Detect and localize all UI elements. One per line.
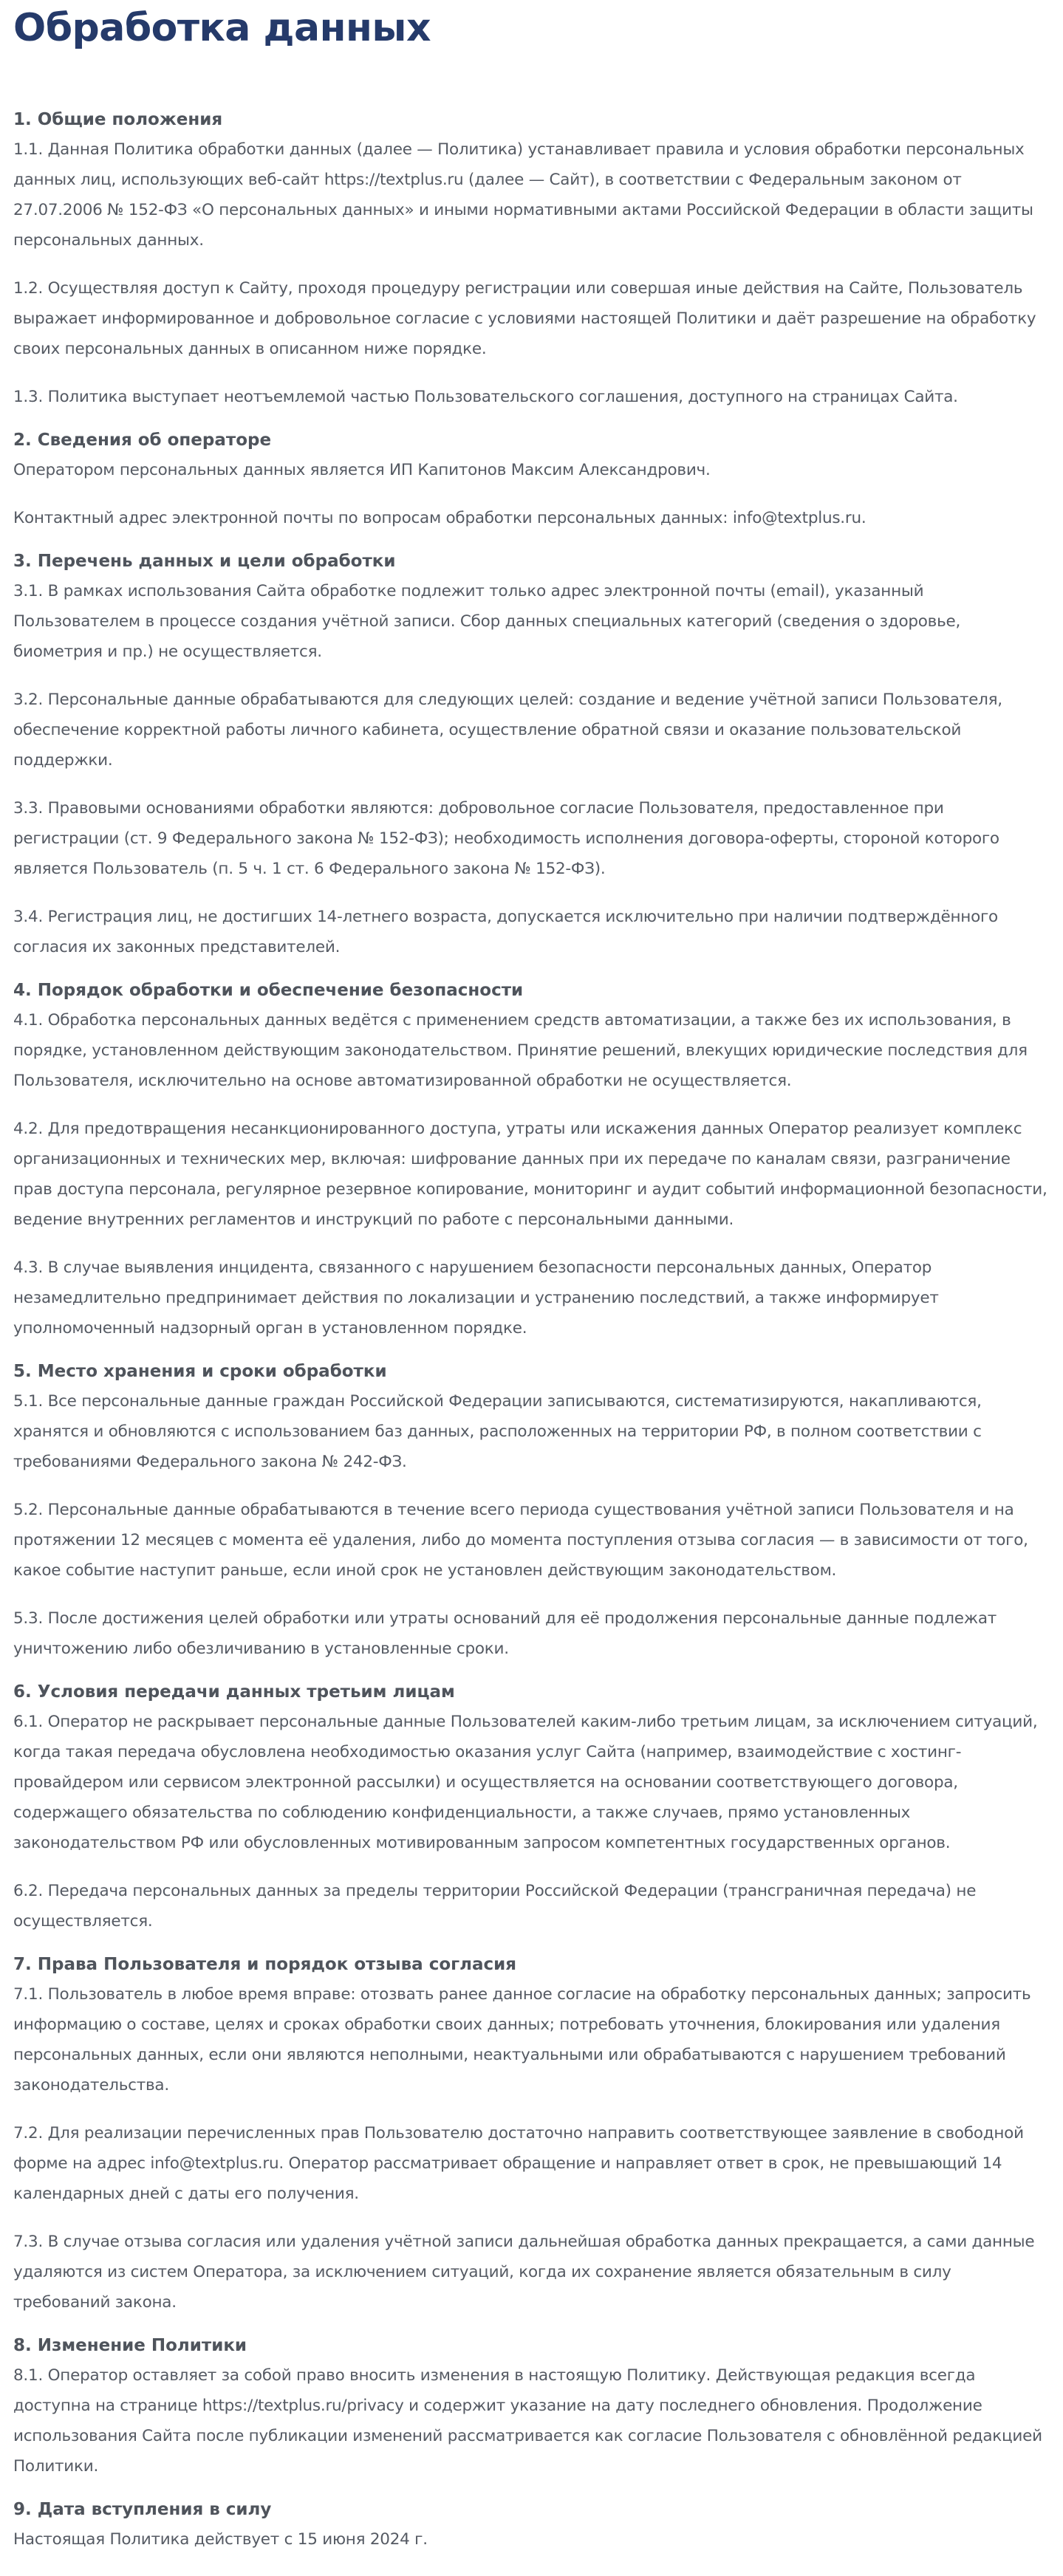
section-paragraph: 1.1. Данная Политика обработки данных (далее — Политика) устанавливает правила и условия обработки персональных данных лиц, использующих веб-сайт https://textplus.ru (далее — Сайт), в соответствии с Федеральным законом от 27.07.2006 № 152-ФЗ «О персональных данных» и иными нормативными актами Российской Федерации в области защиты персональных данных.: [13, 140, 1033, 250]
section-heading: 8. Изменение Политики: [13, 2336, 247, 2355]
policy-section: [13, 425, 1050, 533]
section-paragraph: 8.1. Оператор оставляет за собой право вносить изменения в настоящую Политику. Действующая редакция всегда доступна на странице https://textplus.ru/privacy и содержит указание на дату последнего обновления. Продолжение использования Сайта после публикации изменений рассматривается как согласие Пользователя с обновлённой редакцией Политики.: [13, 2366, 1042, 2476]
section-paragraph: 7.2. Для реализации перечисленных прав Пользователю достаточно направить соответствующее заявление в свободной форме на адрес info@textplus.ru. Оператор рассматривает обращение и направляет ответ в срок, не превышающий 14 календарных дней с даты его получения.: [13, 2124, 1024, 2203]
section-paragraph: 3.2. Персональные данные обрабатываются для следующих целей: создание и ведение учётной записи Пользователя, обеспечение корректной работы личного кабинета, осуществление обратной связи и оказание пользовательской поддержки.: [13, 691, 1002, 770]
section-paragraph: 3.1. В рамках использования Сайта обработке подлежит только адрес электронной почты (email), указанный Пользователем в процессе создания учётной записи. Сбор данных специальных категорий (сведения о здоровье, биометрия и пр.) не осуществляется.: [13, 582, 961, 661]
policy-section: [13, 105, 1050, 412]
section-paragraph: 6.1. Оператор не раскрывает персональные данные Пользователей каким-либо третьим лицам, за исключением ситуаций, когда такая передача обусловлена необходимостью оказания услуг Сайта (например, взаимодействие с хостинг-провайдером или сервисом электронной рассылки) и осуществляется на основании соответствующего договора, содержащего обязательства по соблюдению конфиденциальности, а также случаев, прямо установленных законодательством РФ или обусловленных мотивированным запросом компетентных государственных органов.: [13, 1713, 1038, 1852]
section-paragraph: Оператором персональных данных является ИП Капитонов Максим Александрович.: [13, 461, 711, 479]
section-paragraph: 5.3. После достижения целей обработки или утраты оснований для её продолжения персональные данные подлежат уничтожению либо обезличиванию в установленные сроки.: [13, 1609, 997, 1658]
section-heading: 9. Дата вступления в силу: [13, 2500, 272, 2519]
policy-section: [13, 1357, 1050, 1664]
section-paragraph: 4.2. Для предотвращения несанкционированного доступа, утраты или искажения данных Оператор реализует комплекс организационных и технических мер, включая: шифрование данных при их передаче по каналам связи, разграничение прав доступа персонала, регулярное резервное копирование, мониторинг и аудит событий информационной безопасности, ведение внутренних регламентов и инструкций по работе с персональными данными.: [13, 1120, 1047, 1229]
section-heading: 5. Место хранения и сроки обработки: [13, 1362, 387, 1381]
section-paragraph: 4.1. Обработка персональных данных ведётся с применением средств автоматизации, а также без их использования, в порядке, установленном действующим законодательством. Принятие решений, влекущих юридические последствия для Пользователя, исключительно на основе автоматизированной обработки не осуществляется.: [13, 1011, 1028, 1090]
section-heading: 6. Условия передачи данных третьим лицам: [13, 1682, 455, 1702]
section-paragraph: 3.3. Правовыми основаниями обработки являются: добровольное согласие Пользователя, предоставленное при регистрации (ст. 9 Федерального закона № 152-ФЗ); необходимость исполнения договора-оферты, стороной которого является Пользователь (п. 5 ч. 1 ст. 6 Федерального закона № 152-ФЗ).: [13, 799, 999, 878]
section-paragraph: 4.3. В случае выявления инцидента, связанного с нарушением безопасности персональных данных, Оператор незамедлительно предпринимает действия по локализации и устранению последствий, а также информирует уполномоченный надзорный орган в установленном порядке.: [13, 1258, 939, 1337]
section-paragraph: Настоящая Политика действует с 15 июня 2024 г.: [13, 2530, 428, 2549]
policy-sections: [13, 105, 1050, 2555]
section-paragraph: 6.2. Передача персональных данных за пределы территории Российской Федерации (трансграничная передача) не осуществляется.: [13, 1882, 977, 1931]
page-title: Обработка данных: [13, 6, 431, 50]
section-paragraph: 5.2. Персональные данные обрабатываются в течение всего периода существования учётной записи Пользователя и на протяжении 12 месяцев с момента её удаления, либо до момента поступления отзыва согласия — в зависимости от того, какое событие наступит раньше, если иной срок не установлен действующим законодательством.: [13, 1501, 1028, 1580]
section-heading: 7. Права Пользователя и порядок отзыва согласия: [13, 1955, 517, 1974]
section-paragraph: 5.1. Все персональные данные граждан Российской Федерации записываются, систематизируются, накапливаются, хранятся и обновляются с использованием баз данных, расположенных на территории РФ, в полном соответствии с требованиями Федерального закона № 242-ФЗ.: [13, 1392, 982, 1471]
policy-section: [13, 976, 1050, 1343]
section-paragraph: 7.1. Пользователь в любое время вправе: отозвать ранее данное согласие на обработку персональных данных; запросить информацию о составе, целях и сроках обработки своих данных; потребовать уточнения, блокирования или удаления персональных данных, если они являются неполными, неактуальными или обрабатываются с нарушением требований законодательства.: [13, 1985, 1031, 2094]
section-paragraph: 1.2. Осуществляя доступ к Сайту, проходя процедуру регистрации или совершая иные действия на Сайте, Пользователь выражает информированное и добровольное согласие с условиями настоящей Политики и даёт разрешение на обработку своих персональных данных в описанном ниже порядке.: [13, 279, 1036, 358]
section-paragraph: 1.3. Политика выступает неотъемлемой частью Пользовательского соглашения, доступного на страницах Сайта.: [13, 388, 958, 406]
section-heading: 4. Порядок обработки и обеспечение безопасности: [13, 981, 524, 1000]
policy-section: [13, 1677, 1050, 1936]
section-heading: 2. Сведения об операторе: [13, 431, 272, 450]
section-paragraph: 3.4. Регистрация лиц, не достигших 14-летнего возраста, допускается исключительно при наличии подтверждённого согласия их законных представителей.: [13, 908, 998, 956]
section-paragraph: Контактный адрес электронной почты по вопросам обработки персональных данных: info@textplus.ru.: [13, 509, 867, 527]
policy-section: [13, 1950, 1050, 2318]
section-heading: 1. Общие положения: [13, 110, 223, 129]
policy-section: [13, 2495, 1050, 2555]
section-heading: 3. Перечень данных и цели обработки: [13, 552, 396, 571]
policy-section: [13, 547, 1050, 962]
policy-section: [13, 2331, 1050, 2481]
section-paragraph: 7.3. В случае отзыва согласия или удаления учётной записи дальнейшая обработка данных прекращается, а сами данные удаляются из систем Оператора, за исключением ситуаций, когда их сохранение является обязательным в силу требований закона.: [13, 2233, 1035, 2312]
